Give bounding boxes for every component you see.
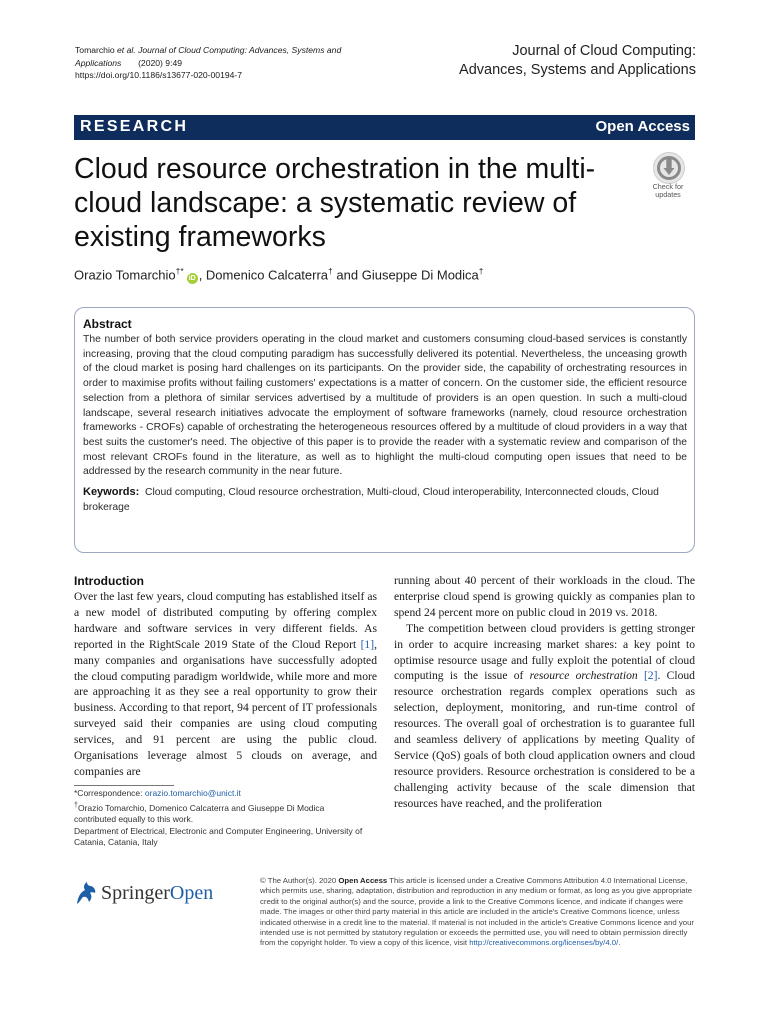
license-open-access: Open Access (338, 876, 388, 885)
paragraph (74, 589, 377, 780)
license-statement (260, 876, 696, 949)
keywords-label: Keywords: (83, 486, 140, 499)
publisher-brand: Springer (101, 882, 170, 904)
springer-horse-icon (74, 880, 98, 906)
copyright-text: © The Author(s). 2020 (260, 876, 339, 885)
author-separator: and (336, 267, 359, 283)
section-heading-introduction: Introduction (74, 574, 144, 588)
paragraph-text: Over the last few years, cloud computing has established itself as a new model of distributed computing by offering complex hardware and software services in very different fields. As reported in the RightScale 2019 State of the Cloud Report (74, 590, 377, 651)
license-suffix: . (618, 938, 621, 948)
equal-contribution-note (74, 800, 379, 814)
author-list: Orazio Tomarchio†*iD , Domenico Calcaterra† and Giuseppe Di Modica† (74, 266, 484, 283)
paragraph: running about 40 percent of their workloads in the cloud. The enterprise cloud spend is growing quickly as companies plan to spend 24 percent more on public cloud in 2019 vs. 2018. (394, 574, 695, 619)
body-column-right (394, 573, 695, 812)
orcid-icon[interactable]: iD (188, 275, 196, 283)
citation-link[interactable]: [1] (360, 637, 375, 651)
check-for-updates-icon (653, 152, 685, 184)
check-for-updates-line2: updates (655, 190, 681, 200)
journal-name (459, 42, 696, 80)
abstract-text: The number of both service providers operating in the cloud market and customers consuming cloud-based services is constantly increasing, proving that the cloud computing paradigm has successfully delivered its potential. Nevertheless, the unceasing growth of the cloud market is posing hard challenges on its participants. On the provider side, the capability of orchestrating resources in order to maximise profits without failing customers' expectations is a matter of concern. On the customer side, the efficient resource selection from a plethora of similar services advertised by a multitude of providers is an open question. In such a multi-cloud landscape, several research initiatives advocate the employment of software frameworks (namely, cloud resource orchestration frameworks - CROFs) capable of orchestrating the heterogeneous resources offered by a multitude of cloud providers in a way that best suits the customer's need. The objective of this paper is to provide the reader with a systematic review and comparison of the most relevant CROFs found in the literature, as well as to highlight the multi-cloud computing open issues that need to be addressed by the research community in the near future. (83, 334, 687, 478)
correspondence-email-link[interactable]: orazio.tomarchio@unict.it (144, 788, 241, 798)
correspondence-label: *Correspondence: (74, 788, 145, 798)
citation-journal: Journal of Cloud Computing: Advances, Systems and Applications (75, 45, 342, 68)
equal-contribution-text: contributed equally to this work. (74, 814, 194, 825)
abstract-box (74, 307, 695, 553)
journal-name-line1: Journal of Cloud Computing: (512, 43, 696, 59)
license-url-link[interactable]: http://creativecommons.org/licenses/by/4.0/ (469, 938, 619, 948)
keywords (83, 485, 687, 515)
publisher-logo[interactable] (74, 878, 219, 910)
abstract-heading: Abstract (83, 317, 132, 331)
equal-contribution-mark: † (74, 800, 78, 809)
author-affiliation-mark: † (328, 266, 333, 276)
citation-etal: et al. (117, 45, 136, 55)
footnote-divider (74, 785, 174, 786)
footnotes (74, 788, 379, 849)
open-access-label: Open Access (595, 118, 690, 135)
paragraph (394, 621, 695, 812)
paragraph-text: The competition between cloud providers is getting stronger in order to acquire increasing market shares: a key point to optimise resource usage and fully exploit the potential of cloud computing is the issue of (394, 621, 695, 683)
keywords-list: Cloud computing, Cloud resource orchestration, Multi-cloud, Cloud interoperability, Interconnected clouds, Cloud brokerage (83, 487, 659, 513)
author-name[interactable]: Domenico Calcaterra (205, 267, 329, 283)
affiliation-note: Department of Electrical, Electronic and Computer Engineering, University of Catania, Catania, Italy (74, 825, 363, 848)
check-for-updates-line1: Check for (652, 182, 684, 191)
equal-contribution-names: Orazio Tomarchio, Domenico Calcaterra and Giuseppe Di Modica (77, 802, 325, 813)
body-column-left (74, 573, 377, 780)
doi-link[interactable]: https://doi.org/10.1186/s13677-020-00194-7 (75, 70, 243, 80)
license-text: This article is licensed under a Creative Commons Attribution 4.0 International License, which permits use, sharing, adaptation, distribution and reproduction in any medium or format, as long as you give appropriate credit to the original author(s) and the source, provide a link to the Creative Commons licence, and indicate if changes were made. The images or other third party material in this article are included in the article's Creative Commons licence, unless indicated otherwise in a credit line to the material. If material is not included in the article's Creative Commons licence and your intended use is not permitted by statutory regulation or exceeds the permitted use, you will need to obtain permission directly from the copyright holder. To view a copy of this licence, visit (260, 876, 694, 948)
author-name[interactable]: Giuseppe Di Modica (361, 267, 479, 283)
citation-link[interactable]: [2] (643, 669, 658, 683)
paragraph-text: , many companies and organisations have successfully adopted the cloud computing paradigm worldwide, while more and more are approaching it as they see a real opportunity to grow their business. According to that report, 94 percent of IT professionals surveyed said their companies are using cloud computing services, and 91 percent are using the public cloud. Organisations leverage almost 5 clouds on average, and companies are (74, 637, 377, 778)
publisher-brand-suffix: Open (169, 882, 214, 904)
check-for-updates-button[interactable] (641, 150, 695, 206)
paragraph-text: . Cloud resource orchestration regards complex operations such as selection, deployment, monitoring, and run-time control of resources. The overall goal of orchestration is to guarantee full and seamless delivery of applications by meeting Quality of Service (QoS) goals of both cloud application owners and cloud resource providers. Resource orchestration is considered to be a challenging activity because of the scale dimension that resources have reached, and the proliferation (394, 669, 695, 810)
emphasis-term: resource orchestration (529, 669, 638, 683)
citation-header (75, 44, 375, 82)
article-title: Cloud resource orchestration in the multi-cloud landscape: a systematic review of existing frameworks (74, 153, 596, 253)
correspondence-note (74, 788, 379, 800)
author-affiliation-mark: †* (175, 266, 184, 276)
journal-name-line2: Advances, Systems and Applications (459, 62, 696, 78)
author-affiliation-mark: † (478, 266, 484, 276)
citation-authors: Tomarchio (75, 45, 115, 55)
article-type-banner (74, 115, 695, 140)
publisher-wordmark (101, 882, 213, 905)
citation-year-volume: (2020) 9:49 (138, 57, 183, 68)
author-name[interactable]: Orazio Tomarchio (74, 267, 176, 283)
article-type-label: RESEARCH (80, 118, 189, 135)
